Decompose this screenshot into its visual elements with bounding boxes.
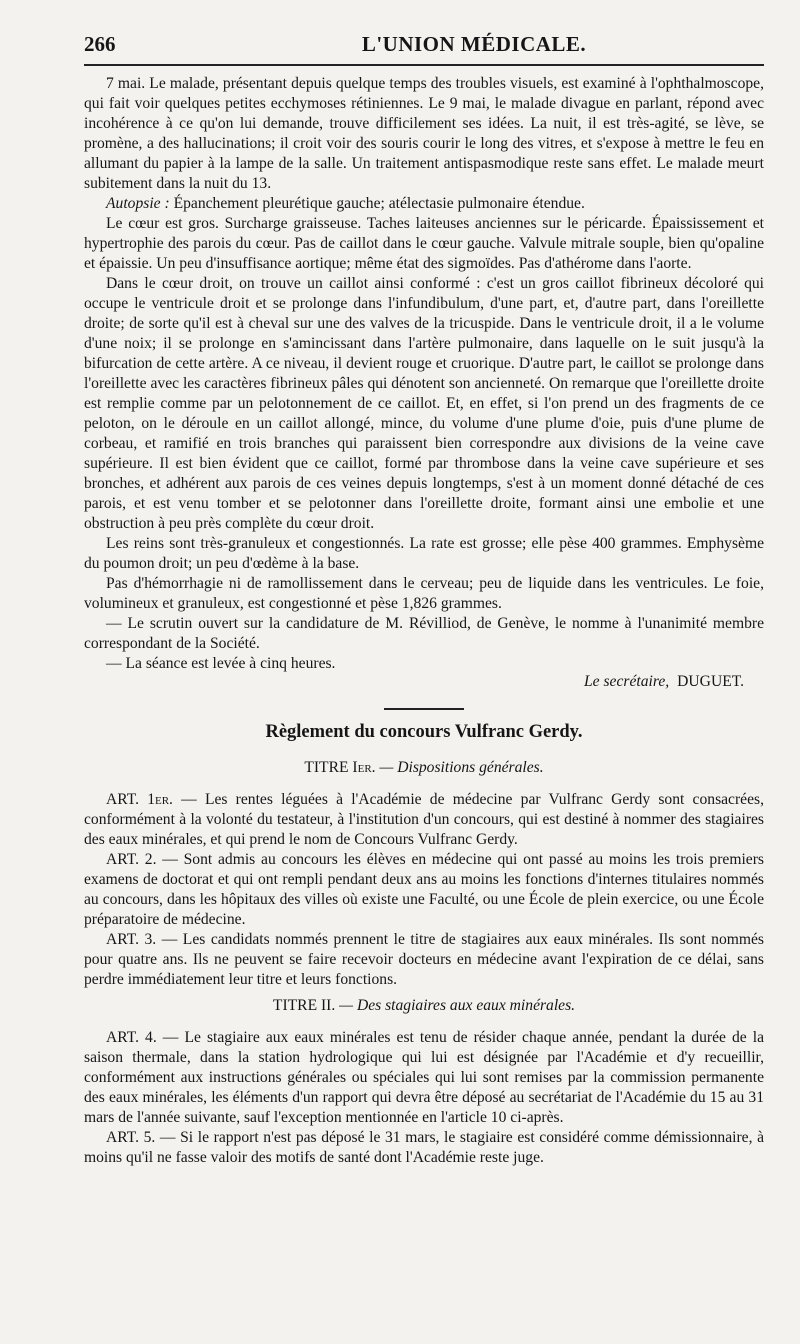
brain-paragraph: Pas d'hémorrhagie ni de ramollissement dans le cerveau; peu de liquide dans les ventricules. Le foie, volumineux et granuleux, est congestionné et pèse 1,826 grammes. xyxy=(84,575,764,612)
autopsy-label: Autopsie : xyxy=(106,195,170,212)
article-4-label: ART. 4. xyxy=(106,1029,157,1046)
titre-1-label: TITRE Ier. xyxy=(304,759,376,776)
article-3-label: ART. 3. xyxy=(106,931,157,948)
article-body xyxy=(84,74,764,1168)
titre-1-heading xyxy=(84,758,764,778)
article-2-label: ART. 2. xyxy=(106,851,157,868)
signature-name: DUGUET. xyxy=(677,673,744,690)
journal-title: L'UNION MÉDICALE. xyxy=(361,32,587,56)
signature xyxy=(84,672,764,692)
article-2-text: — Sont admis au concours les élèves en médecine qui ont passé au moins les trois premiers examens de doctorat et qui ont rempli pendant deux ans au moins les fonctions d'internes titulaires nommés au concours, dans les hôpitaux des villes où existe une Faculté, ou une École de plein exercice, ou une École préparatoire de médecine. xyxy=(84,851,764,928)
article-4-text: — Le stagiaire aux eaux minérales est tenu de résider chaque année, pendant la durée de la saison thermale, dans la station hydrologique qui lui est désignée par l'Académie et d'y recueillir, conformément aux instructions générales ou spéciales qui lui sont remises par la commission permanente des eaux minérales, les éléments d'un rapport qui devra être déposé au secrétariat de l'Académie du 15 au 31 mars de l'année suivante, sauf l'exception mentionnée en l'article 10 ci-après. xyxy=(84,1029,764,1126)
section-title: Règlement du concours Vulfranc Gerdy. xyxy=(265,722,583,742)
titre-2-heading xyxy=(84,996,764,1016)
article-3-text: — Les candidats nommés prennent le titre de stagiaires aux eaux minérales. Ils sont nommés pour quatre ans. Ils ne peuvent se faire recevoir docteurs en médecine avant l'expiration de ce délai, sans perdre immédiatement leur titre et leurs fonctions. xyxy=(84,931,764,988)
article-4 xyxy=(84,1028,764,1128)
article-1 xyxy=(84,790,764,850)
article-1-label: ART. 1er. xyxy=(106,791,173,808)
kidney-paragraph: Les reins sont très-granuleux et congestionnés. La rate est grosse; elle pèse 400 grammes. Emphysème du poumon droit; un peu d'œdème à la base. xyxy=(84,535,764,572)
article-5 xyxy=(84,1128,764,1168)
article-2 xyxy=(84,850,764,930)
titre-1-text: — Dispositions générales. xyxy=(375,759,544,776)
section-divider xyxy=(384,708,464,710)
case-paragraph: 7 mai. Le malade, présentant depuis quelque temps des troubles visuels, est examiné à l'ophthalmoscope, qui fait voir quelques petites ecchymoses rétiniennes. Le 9 mai, le malade divague en parlant, répond avec incohérence à ce qu'on lui demande, trouve difficilement ses idées. La nuit, il est très-agité, se lève, se promène, a des hallucinations; il croit voir des souris courir le long des vitres, et s'expose à mettre le feu en allumant du papier à la lampe de la salle. Un traitement antispasmodique reste sans effet. Le malade meurt subitement dans la nuit du 13. xyxy=(84,75,764,192)
titre-2-text: — Des stagiaires aux eaux minérales. xyxy=(335,997,576,1014)
article-5-label: ART. 5. xyxy=(106,1129,156,1146)
article-5-text: — Si le rapport n'est pas déposé le 31 mars, le stagiaire est considéré comme démissionnaire, à moins qu'il ne fasse valoir des motifs de santé dont l'Académie reste juge. xyxy=(84,1129,765,1166)
signature-role: Le secrétaire, xyxy=(583,673,670,690)
right-heart-paragraph: Dans le cœur droit, on trouve un caillot ainsi conformé : c'est un gros caillot fibrineux décoloré qui occupe le ventricule droit et se prolonge dans l'infundibulum, d'une part, et, d'autre part, dans l'oreillette droite; de sorte qu'il est à cheval sur une des valves de la tricuspide. Dans le ventricule droit, il a le volume d'une noix; il se prolonge en s'amincissant dans l'artère pulmonaire, dans laquelle on le suit jusqu'à la bifurcation de cette artère. A ce niveau, il devient rouge et cruorique. D'autre part, le caillot se prolonge dans l'oreillette avec les caractères fibrineux pâles qui dénotent son ancienneté. On remarque que l'oreillette droite est remplie comme par un pelotonnement de ce caillot. Et, en effet, si l'on prend un des fragments de ce peloton, on le déroule en un caillot allongé, mince, du volume d'une plume d'oie, puis d'une plume de corbeau, et ramifié en trois branches qui paraissent bien correspondre aux divisions de la veine cave supérieure. Il est bien évident que ce caillot, formé par thrombose dans la veine cave supérieure et ses bronches, et adhérent aux parois de ces veines depuis longtemps, s'est à un moment donné détaché de ces parois, et est venu tomber et se pelotonner dans l'oreillette droite, formant ainsi une embolie et une obstruction à peu près complète du cœur droit. xyxy=(84,275,764,532)
closing-paragraph: — La séance est levée à cinq heures. xyxy=(106,655,336,672)
autopsy-paragraph xyxy=(84,194,764,214)
running-header xyxy=(84,30,764,66)
autopsy-text: Épanchement pleurétique gauche; atélectasie pulmonaire étendue. xyxy=(169,195,585,212)
vote-paragraph: — Le scrutin ouvert sur la candidature de M. Révilliod, de Genève, le nomme à l'unanimité membre correspondant de la Société. xyxy=(84,615,764,652)
titre-2-label: TITRE II. xyxy=(272,997,336,1014)
heart-paragraph: Le cœur est gros. Surcharge graisseuse. Taches laiteuses anciennes sur le péricarde. Épaississement et hypertrophie des parois du cœur. Pas de caillot dans le cœur gauche. Valvule mitrale souple, bien qu'opaline et épaissie. Un peu d'insuffisance aortique; même état des sigmoïdes. Pas d'athérome dans l'aorte. xyxy=(84,215,764,272)
page-number: 266 xyxy=(84,32,116,56)
article-3 xyxy=(84,930,764,990)
article-1-text: — Les rentes léguées à l'Académie de médecine par Vulfranc Gerdy sont consacrées, conformément à la volonté du testateur, à l'institution d'un concours, qui est destiné à nommer des stagiaires des eaux minérales, et qui prend le nom de Concours Vulfranc Gerdy. xyxy=(84,791,764,848)
